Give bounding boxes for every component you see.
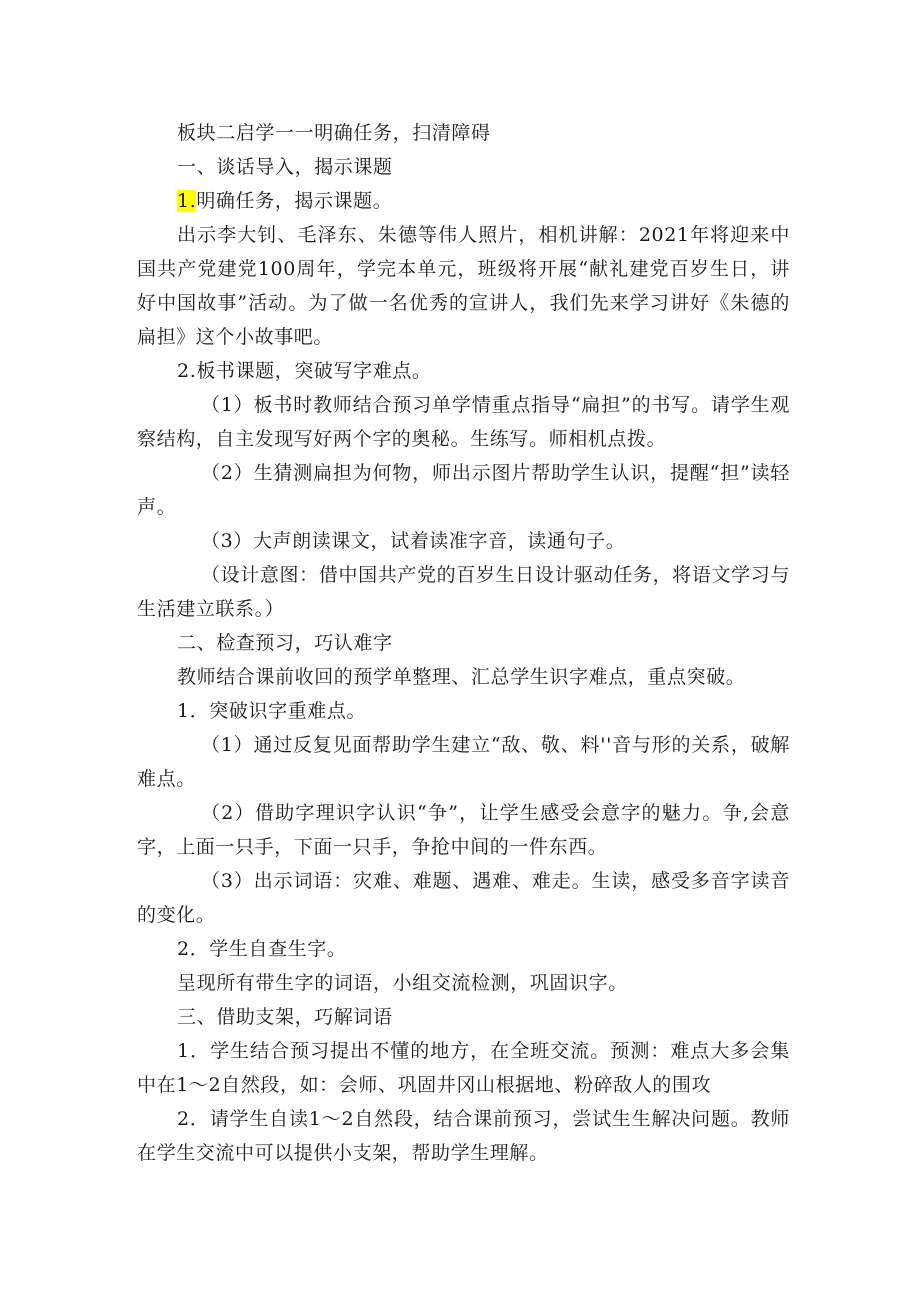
paragraph-3: 2.板书课题，突破写字难点。	[177, 360, 432, 382]
paragraph-11: （2）借助字理识字认识“争”，让学生感受会意字的魅力。争,会意字，上面一只手，下面一只手，争抢中间的一件东西。	[137, 802, 790, 858]
paragraph-6: （3）大声朗读课文，试着读准字音，读通句子。	[201, 530, 626, 552]
paragraph-13: 2．学生自查生字。	[177, 938, 347, 960]
section-title: 板块二启学一一明确任务，扫清障碍	[177, 122, 491, 144]
paragraph-7: （设计意图：借中国共产党的百岁生日设计驱动任务，将语文学习与生活建立联系。）	[137, 564, 790, 620]
heading-1: 一、谈话导入，揭示课题	[177, 156, 393, 178]
heading-3: 三、借助支架，巧解词语	[177, 1006, 393, 1028]
paragraph-12: （3）出示词语：灾难、难题、遇难、难走。生读，感受多音字读音的变化。	[137, 870, 790, 926]
paragraph-16: 2．请学生自读1～2自然段，结合课前预习，尝试生生解决问题。教师在学生交流中可以提供小支架，帮助学生理解。	[137, 1108, 790, 1164]
paragraph-1	[137, 184, 790, 218]
paragraph-8: 教师结合课前收回的预学单整理、汇总学生识字难点，重点突破。	[177, 666, 746, 688]
paragraph-2: 出示李大钊、毛泽东、朱德等伟人照片，相机讲解：2021年将迎来中国共产党建党100周年，学完本单元，班级将开展“献礼建党百岁生日，讲好中国故事”活动。为了做一名优秀的宣讲人，我们先来学习讲好《朱德的扁担》这个小故事吧。	[137, 224, 790, 348]
paragraph-10: （1）通过反复见面帮助学生建立“敌、敬、料''音与形的关系，破解难点。	[137, 734, 790, 790]
paragraph-14: 呈现所有带生字的词语，小组交流检测，巩固识字。	[177, 972, 628, 994]
paragraph-5: （2）生猜测扁担为何物，师出示图片帮助学生认识，提醒“担”读轻声。	[137, 462, 790, 518]
paragraph-9: 1．突破识字重难点。	[177, 700, 367, 722]
highlighted-number: 1.	[177, 190, 197, 212]
paragraph-15: 1．学生结合预习提出不懂的地方，在全班交流。预测：难点大多会集中在1～2自然段，如：会师、巩固井冈山根据地、粉碎敌人的围攻	[137, 1040, 790, 1096]
paragraph-1-text: 明确任务，揭示课题。	[196, 190, 393, 212]
paragraph-4: （1）板书时教师结合预习单学情重点指导“扁担”的书写。请学生观察结构，自主发现写好两个字的奥秘。生练写。师相机点拨。	[137, 394, 790, 450]
heading-2: 二、检查预习，巧认难字	[177, 632, 393, 654]
